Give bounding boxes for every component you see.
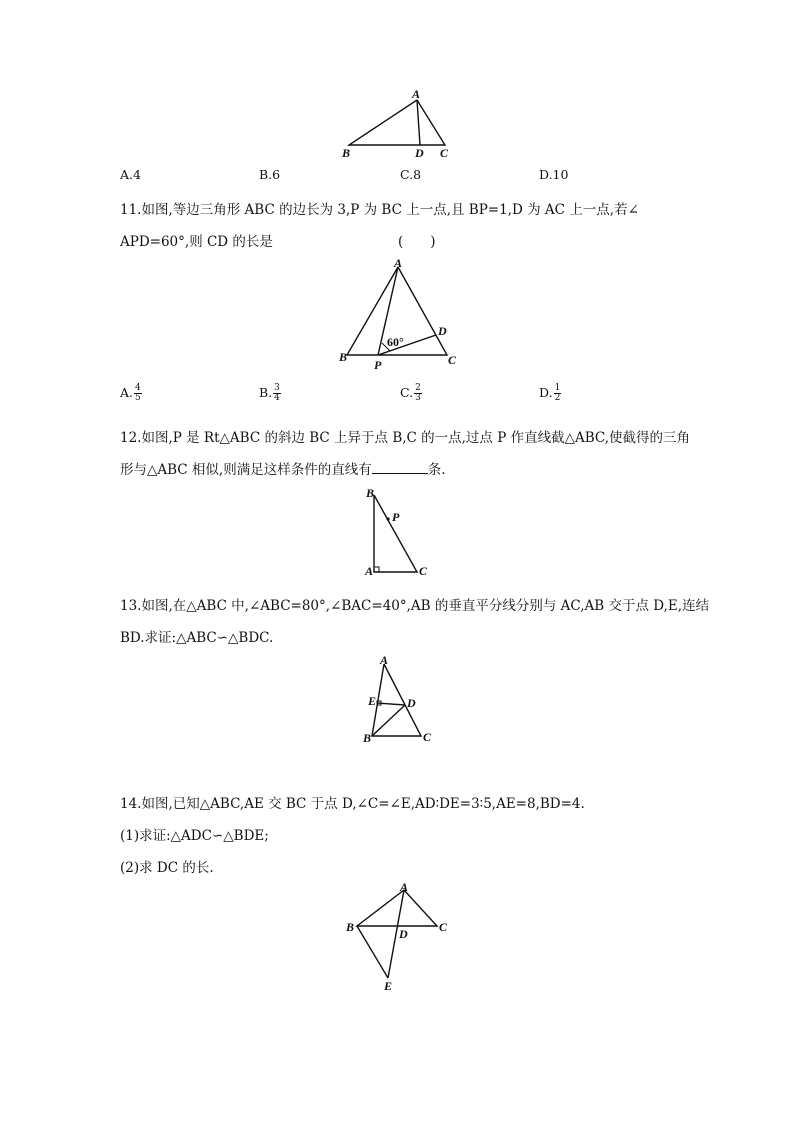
q10-option-c[interactable]: C.8 [400, 167, 422, 182]
q12-figure [360, 485, 440, 580]
q10-segment-ad [417, 100, 420, 145]
q10-figure [330, 87, 470, 165]
q11-label-a: A [394, 256, 403, 270]
q10-label-a: A [412, 87, 421, 101]
q11-option-a-fraction [134, 384, 142, 403]
q13-label-e: E [368, 694, 377, 708]
q12-stem-line2 [120, 458, 446, 478]
q11-option-c-num: 2 [415, 383, 421, 393]
q13-label-c: C [423, 730, 432, 744]
q14-stem-line1: 14.如图,已知△ABC,AE 交 BC 于点 D,∠C=∠E,AD∶DE=3∶5,AE=8,BD=4. [120, 796, 585, 812]
q12-right-angle-mark [374, 567, 379, 572]
q11-option-d-num: 1 [554, 383, 561, 393]
q11-option-a-den: 5 [135, 393, 141, 403]
q11-stem-line1: 11.如图,等边三角形 ABC 的边长为 3,P 为 BC 上一点,且 BP=1,D 为 AC 上一点,若∠ [120, 202, 639, 218]
q11-label-angle: 60° [387, 335, 404, 349]
q11-option-d-den: 2 [554, 393, 561, 403]
q12-triangle [374, 495, 417, 572]
q10-label-d: D [415, 146, 424, 160]
q14-label-b: B [346, 920, 355, 934]
q11-option-b-den: 4 [274, 393, 280, 403]
q11-figure [335, 255, 475, 375]
q14-segment-be [357, 926, 388, 978]
q14-figure [340, 880, 460, 995]
q13-label-d: D [407, 696, 416, 710]
q14-label-e: E [384, 979, 393, 993]
q11-option-d-letter: D. [539, 385, 553, 400]
q12-stem-line1: 12.如图,P 是 Rt△ABC 的斜边 BC 上异于点 B,C 的一点,过点 P 作直线截△ABC,使截得的三角 [120, 430, 691, 446]
q11-option-c-fraction [414, 384, 422, 403]
q11-option-d[interactable] [539, 384, 561, 403]
q14-triangle-abc [357, 890, 437, 926]
q12-stem-line2-text: 形与△ABC 相似,则满足这样条件的直线有 [120, 462, 372, 478]
q11-stem-line2: APD=60°,则 CD 的长是 [120, 234, 273, 250]
q10-label-c: C [440, 146, 449, 160]
q11-option-c[interactable] [400, 384, 422, 403]
q11-option-a[interactable] [120, 384, 142, 403]
q14-label-c: C [439, 920, 448, 934]
q11-option-b-num: 3 [274, 383, 280, 393]
q11-label-p: P [374, 358, 382, 372]
q10-label-b: B [342, 146, 351, 160]
q11-label-c: C [448, 353, 457, 367]
q10-option-a[interactable]: A.4 [120, 167, 141, 182]
q13-figure [360, 652, 440, 747]
q12-label-p: P [392, 510, 400, 524]
q14-label-a: A [400, 880, 409, 894]
q10-option-d[interactable]: D.10 [539, 167, 569, 182]
q12-answer-blank[interactable] [372, 461, 428, 474]
q11-option-c-den: 3 [415, 393, 421, 403]
q12-point-p [386, 517, 389, 520]
q12-label-a: A [365, 564, 374, 578]
q11-label-d: D [438, 324, 447, 338]
q11-answer-bracket[interactable]: ( ) [398, 234, 436, 250]
q14-part1: (1)求证:△ADC∽△BDE; [120, 828, 269, 844]
q11-label-b: B [339, 350, 348, 364]
q12-stem-line2-end: 条. [427, 462, 446, 478]
q13-label-a: A [380, 653, 389, 667]
q13-stem-line2: BD.求证:△ABC∽△BDC. [120, 630, 274, 646]
q11-option-d-fraction [554, 384, 562, 403]
q11-option-b-letter: B. [259, 385, 273, 400]
q11-option-b[interactable] [259, 384, 281, 403]
q11-option-a-letter: A. [120, 385, 134, 400]
q13-label-b: B [363, 731, 372, 745]
q11-option-a-num: 4 [135, 383, 141, 393]
q13-stem-line1: 13.如图,在△ABC 中,∠ABC=80°,∠BAC=40°,AB 的垂直平分线分别与 AC,AB 交于点 D,E,连结 [120, 598, 710, 614]
q14-label-d: D [399, 927, 408, 941]
q12-label-c: C [419, 564, 428, 578]
q12-label-b: B [366, 486, 375, 500]
q10-option-b[interactable]: B.6 [259, 167, 281, 182]
q11-option-c-letter: C. [400, 385, 414, 400]
q14-part2: (2)求 DC 的长. [120, 860, 214, 876]
q11-option-b-fraction [273, 384, 281, 403]
q10-triangle [349, 100, 445, 145]
